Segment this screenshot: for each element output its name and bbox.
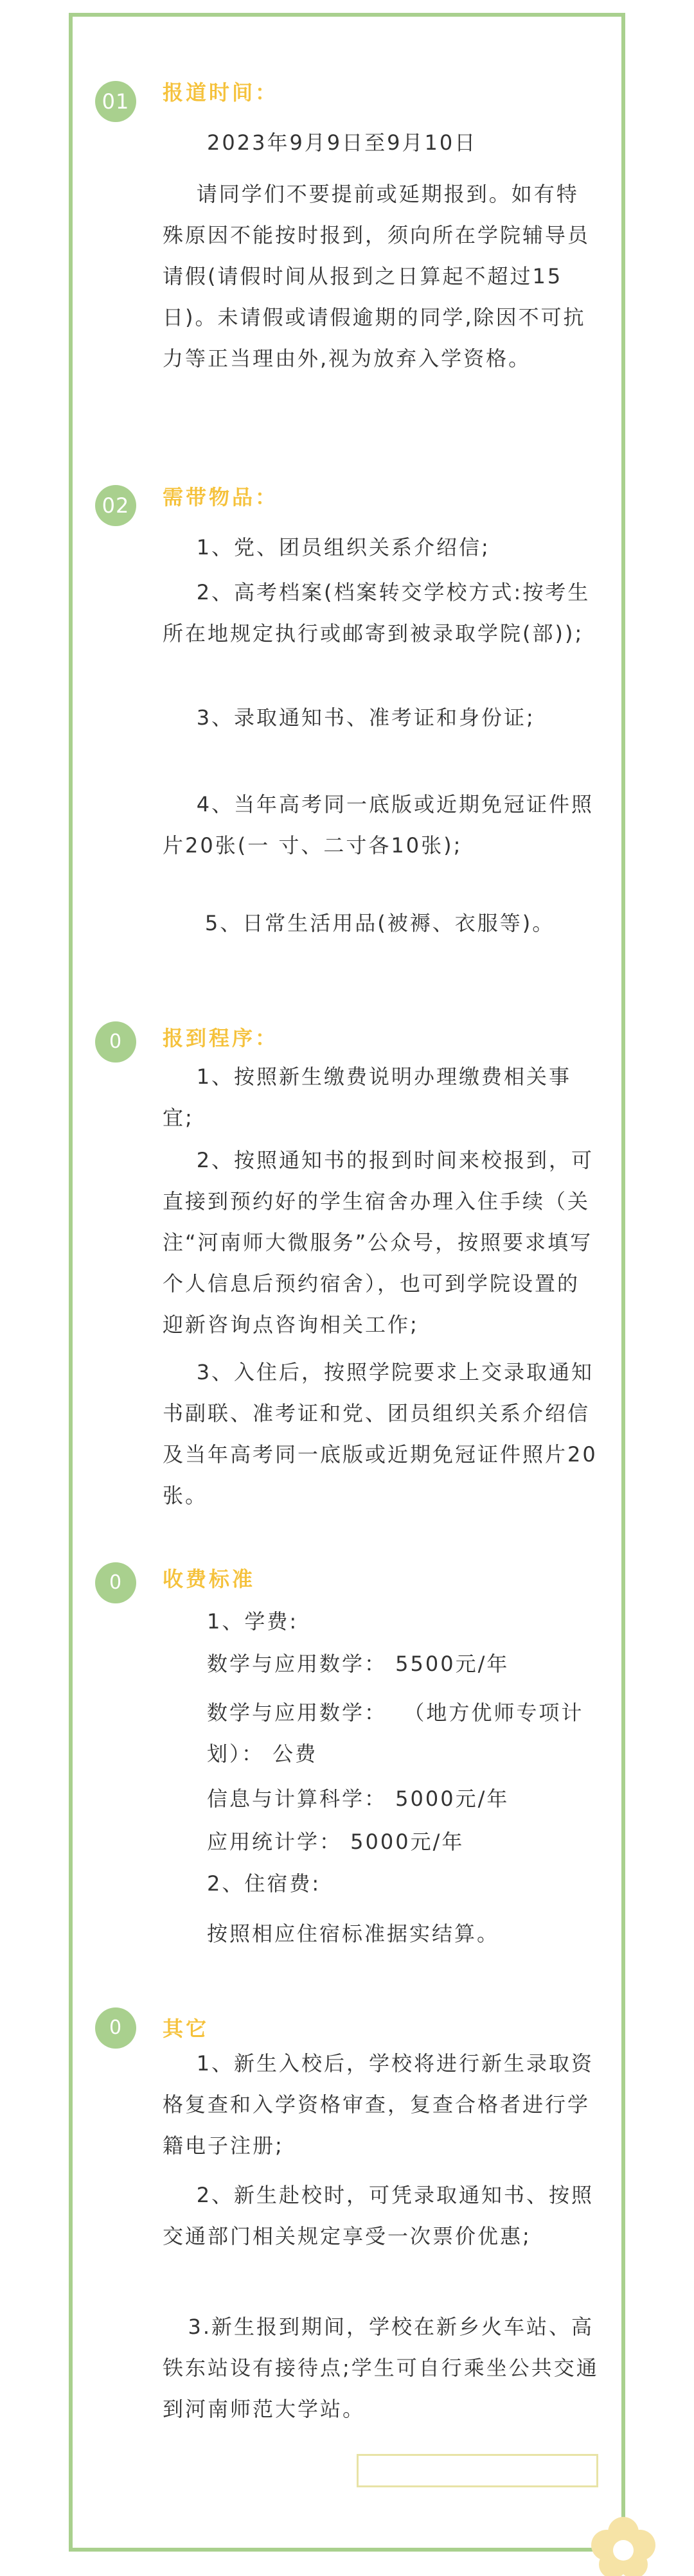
section-5-number-badge: 0 [95,2007,136,2049]
section-5-title: 其它 [163,2016,209,2041]
item-list-entry: 1、党、团员组织关系介绍信; [163,535,490,560]
decorative-footer-box [357,2454,598,2487]
item-list-entry: 3、录取通知书、准考证和身份证; [163,705,535,730]
item-list-entry: 5、日常生活用品(被褥、衣服等)。 [163,911,555,935]
fee-line: 1、学费: [207,1609,299,1634]
section-2-title: 需带物品： [163,485,279,509]
section-3-number-badge: 0 [95,1021,136,1063]
section-1-title: 报道时间： [163,80,279,105]
fee-line: 信息与计算科学： 5000元/年 [207,1786,510,1811]
item-list-entry: 4、当年高考同一底版或近期免冠证件照片20张(一 寸、二寸各10张); [163,792,594,858]
fee-line: 数学与应用数学： 5500元/年 [207,1652,510,1676]
section-1-number-badge: 01 [95,81,136,122]
fee-line: 按照相应住宿标准据实结算。 [207,1921,500,1946]
procedure-step: 1、按照新生缴费说明办理缴费相关事宜; [163,1064,572,1130]
report-time-notice: 请同学们不要提前或延期报到。如有特殊原因不能按时报到，须向所在学院辅导员请假(请假时间从报到之日算起不超过15日)。未请假或请假逾期的同学,除因不可抗力等正当理由外,视为放弃入学资格。 [163,182,591,371]
procedure-step: 2、按照通知书的报到时间来校报到，可直接到预约好的学生宿舍办理入住手续（关注“河南师大微服务”公众号，按照要求填写个人信息后预约宿舍），也可到学院设置的迎新咨询点咨询相关工作; [163,1148,594,1337]
other-note: 1、新生入校后，学校将进行新生录取资格复查和入学资格审查，复查合格者进行学籍电子注册; [163,2051,594,2158]
section-3-title: 报到程序： [163,1026,279,1050]
procedure-step: 3、入住后，按照学院要求上交录取通知书副联、准考证和党、团员组织关系介绍信及当年高考同一底版或近期免冠证件照片20张。 [163,1360,598,1508]
report-date: 2023年9月9日至9月10日 [207,130,477,155]
flower-icon [585,2512,662,2576]
other-note: 3.新生报到期间，学校在新乡火车站、高铁东站设有接待点;学生可自行乘坐公共交通到河南师范大学站。 [163,2315,599,2421]
fee-line: 数学与应用数学： （地方优师专项计划）： 公费 [207,1700,584,1766]
item-list-entry: 2、高考档案(档案转交学校方式:按考生所在地规定执行或邮寄到被录取学院(部)); [163,580,591,646]
fee-line: 应用统计学： 5000元/年 [207,1830,465,1854]
section-4-number-badge: 0 [95,1562,136,1603]
other-note: 2、新生赴校时，可凭录取通知书、按照交通部门相关规定享受一次票价优惠; [163,2183,594,2248]
fee-line: 2、住宿费: [207,1871,321,1896]
section-4-title: 收费标准 [163,1567,256,1591]
section-2-number-badge: 02 [95,485,136,526]
